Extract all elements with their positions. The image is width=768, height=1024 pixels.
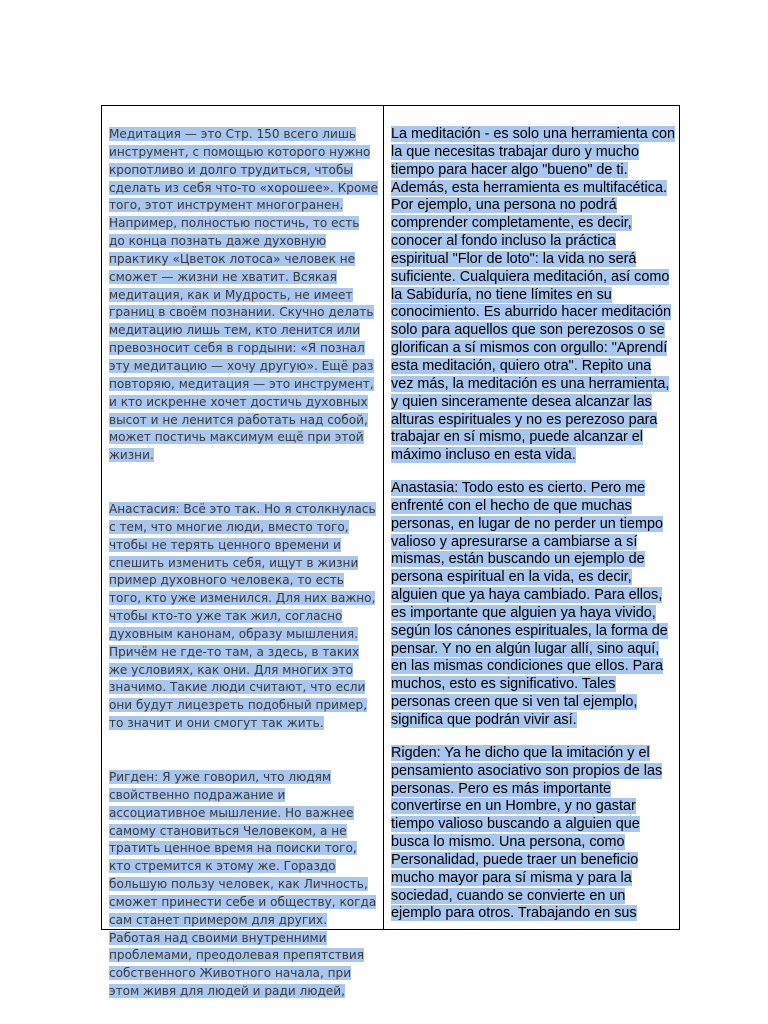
text-selection-highlight[interactable]: La meditación - es solo una herramienta con la que necesitas trabajar duro y mucho tiempo para hacer algo "bueno" de ti. Además, esta herramienta es multifacética. Por ejemplo, una persona no podrá comprender completamente, es decir, conocer al fondo incluso la práctica espiritual "Flor de loto": la vida no será suficiente. Cualquiera meditación, así como la Sabiduría, no tiene límites en su conocimiento. Es aburrido hacer meditación solo para aquellos que son perezosos o se glorifican a sí mismos con orgullo: "Aprendí esta meditación, quiero otra". Repito una vez más, la meditación es una herramienta, y quien sinceramente desea alcanzar las alturas espirituales y no es perezoso para trabajar en sí mismo, puede alcanzar el máximo incluso en esta vida. [391, 126, 675, 464]
translation-table [101, 105, 680, 999]
russian-paragraph-rigden [109, 769, 378, 1001]
spanish-column [384, 106, 679, 929]
russian-paragraph-anastasia [109, 501, 378, 733]
russian-paragraph-meditation [109, 126, 378, 465]
text-selection-highlight[interactable]: Медитация — это Стр. 150 всего лишь инструмент, с помощью которого нужно кропотливо и долго трудиться, чтобы сделать из себя что-то «хорошее». Кроме того, этот инструмент многогранен. Например, полностью постичь, то есть до конца познать даже духовную практику «Цветок лотоса» человек не сможет — жизни не хватит. Всякая медитация, как и Мудрость, не имеет границ в своём познании. Скучно делать медитацию лишь тем, кто ленится или превозносит себя в гордыни: «Я познал эту медитацию — хочу другую». Ещё раз повторяю, медитация — это инструмент, и кто искренне хочет достичь духовных высот и не ленится работать над собой, может постичь максимум ещё при этой жизни. [109, 127, 378, 463]
text-selection-highlight[interactable]: Анастасия: Всё это так. Но я столкнулась с тем, что многие люди, вместо того, чтобы не терять ценного времени и спешить изменить себя, ищут в жизни пример духовного человека, то есть того, кто уже изменился. Для них важно, чтобы кто-то уже так жил, согласно духовным канонам, образу мышления. Причём не где-то там, а здесь, в таких же условиях, как они. Для многих это значимо. Такие люди считают, что если они будут лицезреть подобный пример, то значит и они смогут так жить. [109, 502, 376, 731]
spanish-paragraph-anastasia [391, 480, 675, 730]
spanish-paragraph-rigden [391, 745, 675, 923]
text-selection-highlight[interactable]: Ригден: Я уже говорил, что людям свойственно подражание и ассоциативное мышление. Но важнее самому становиться Человеком, а не тратить ценное время на поиски того, кто стремится к этому же. Гораздо большую пользу человек, как Личность, сможет принести себе и обществу, когда сам станет примером для других. Работая над своими внутренними проблемами, преодолевая препятствия собственного Животного начала, при этом живя для людей и ради людей, [109, 770, 377, 999]
spanish-paragraph-meditation [391, 126, 675, 465]
text-selection-highlight[interactable]: Anastasia: Todo esto es cierto. Pero me enfrenté con el hecho de que muchas personas, en lugar de no perder un tiempo valioso y apresurarse a cambiarse a sí mismas, están buscando un ejemplo de persona espiritual en la vida, es decir, alguien que ya haya cambiado. Para ellos, es importante que alguien ya haya vivido, según los cánones espirituales, la forma de pensar. Y no en algún lugar allí, sino aquí, en las mismas condiciones que ellos. Para muchos, esto es significativo. Tales personas creen que si ven tal ejemplo, significa que podrán vivir así. [391, 480, 668, 728]
russian-column [102, 106, 384, 999]
text-selection-highlight[interactable]: Rigden: Ya he dicho que la imitación y el pensamiento asociativo son propios de las personas. Pero es más importante convertirse en un Hombre, y no gastar tiempo valioso buscando a alguien que busca lo mismo. Una persona, como Personalidad, puede traer un beneficio mucho mayor para sí misma y para la sociedad, cuando se convierte en un ejemplo para otros. Trabajando en sus [391, 744, 663, 922]
